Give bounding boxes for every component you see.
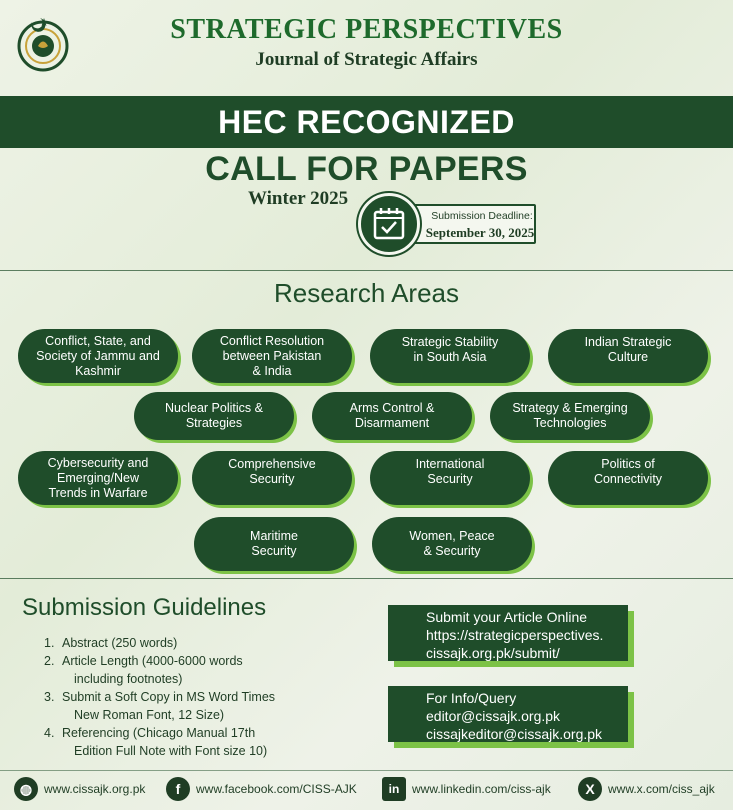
footer-link-website[interactable] [14,775,145,803]
research-area-pill [192,451,352,505]
list-item [44,634,344,652]
info-query-box [388,686,628,746]
globe-icon: ◍ [14,777,38,801]
list-item-number: 4. [44,726,55,740]
list-item [44,688,344,724]
research-area-line: & Security [423,544,481,558]
submission-guidelines-heading: Submission Guidelines [22,594,267,621]
research-area-line: Women, Peace [409,529,495,543]
list-item-text: Article Length (4000-6000 words [62,654,243,668]
research-area-line: Maritime [250,529,298,543]
x-icon: X [578,777,602,801]
research-area-line: in South Asia [413,350,487,364]
research-area-pill [312,392,472,440]
research-area-line: Kashmir [75,363,121,378]
list-item-text: including footnotes) [74,672,183,686]
research-area-line: & India [252,363,292,378]
research-area-pill [490,392,650,440]
research-area-line: Conflict, State, and [45,333,151,348]
research-area-line: Disarmament [354,416,430,430]
research-area-line: Security [427,472,473,486]
editor-email[interactable]: editor@cissajk.org.pk [426,708,561,724]
secondary-editor-email[interactable]: cissajkeditor@cissajk.org.pk [426,726,603,742]
footer-link-text[interactable]: www.linkedin.com/ciss-ajk [412,782,551,796]
divider [0,270,733,271]
call-for-papers-heading: CALL FOR PAPERS [205,150,528,188]
footer-link-x[interactable] [578,775,715,803]
research-area-pill [18,329,178,383]
footer [0,775,733,805]
research-area-line: Nuclear Politics & [165,401,263,415]
research-area-line: Indian Strategic [584,335,672,349]
research-area-line: Security [249,472,295,486]
research-area-line: International [415,457,485,471]
journal-subtitle: Journal of Strategic Affairs [255,49,478,70]
guidelines-list [44,634,344,760]
research-area-pill [372,517,532,571]
list-item [44,724,344,760]
submission-deadline [358,193,538,257]
research-area-line: Security [251,544,297,558]
linkedin-icon: in [382,777,406,801]
submit-heading: Submit your Article Online [426,609,588,625]
research-area-pill [548,451,708,505]
submit-url-part1[interactable]: https://strategicperspectives. [426,627,604,643]
research-area-pill [370,451,530,505]
footer-link-facebook[interactable] [166,775,357,803]
footer-link-text[interactable]: www.facebook.com/CISS-AJK [196,782,357,796]
research-area-line: Comprehensive [228,457,316,471]
divider [0,578,733,579]
list-item-number: 2. [44,654,55,668]
facebook-icon: f [166,777,190,801]
research-area-pill [370,329,530,383]
hec-recognized-banner: HEC RECOGNIZED [0,96,733,148]
list-item-text: Edition Full Note with Font size 10) [74,744,268,758]
research-area-pill [134,392,294,440]
research-area-line: Arms Control & [349,401,435,415]
footer-link-linkedin[interactable] [382,775,551,803]
list-item-text: Referencing (Chicago Manual 17th [62,726,256,740]
research-area-line: Connectivity [593,472,663,486]
research-area-pill [194,517,354,571]
research-area-line: Emerging/New [57,470,139,485]
list-item-text: New Roman Font, 12 Size) [74,708,225,722]
research-areas-heading: Research Areas [274,278,459,308]
research-area-line: Politics of [601,457,655,471]
list-item [44,652,344,688]
research-area-pill [548,329,708,383]
submit-url-part2[interactable]: cissajk.org.pk/submit/ [426,645,560,661]
season-label: Winter 2025 [248,188,349,209]
research-area-line: Society of Jammu and [36,348,160,363]
research-area-line: Culture [607,350,649,364]
list-item-text: Submit a Soft Copy in MS Word Times [62,690,276,704]
research-area-line: Technologies [533,416,607,430]
info-heading: For Info/Query [426,690,517,706]
list-item-number: 3. [44,690,55,704]
research-area-line: Strategies [185,416,243,430]
deadline-date: September 30, 2025 [425,225,535,240]
research-area-line: Strategic Stability [401,335,499,349]
research-area-line: between Pakistan [222,348,322,363]
journal-title: STRATEGIC PERSPECTIVES [170,14,563,45]
research-area-pill [192,329,352,383]
research-area-line: Strategy & Emerging [512,401,628,415]
footer-link-text[interactable]: www.cissajk.org.pk [44,782,146,796]
footer-link-text[interactable]: www.x.com/ciss_ajk [608,782,715,796]
deadline-label: Submission Deadline: [431,210,533,222]
calendar-check-icon [358,193,420,255]
research-area-line: Cybersecurity and [47,455,149,470]
research-area-line: Trends in Warfare [48,485,148,500]
list-item-number: 1. [44,636,55,650]
divider [0,770,733,771]
list-item-text: Abstract (250 words) [62,636,178,650]
submit-online-box [388,605,628,665]
research-area-line: Conflict Resolution [219,333,325,348]
research-area-pill [18,451,178,505]
